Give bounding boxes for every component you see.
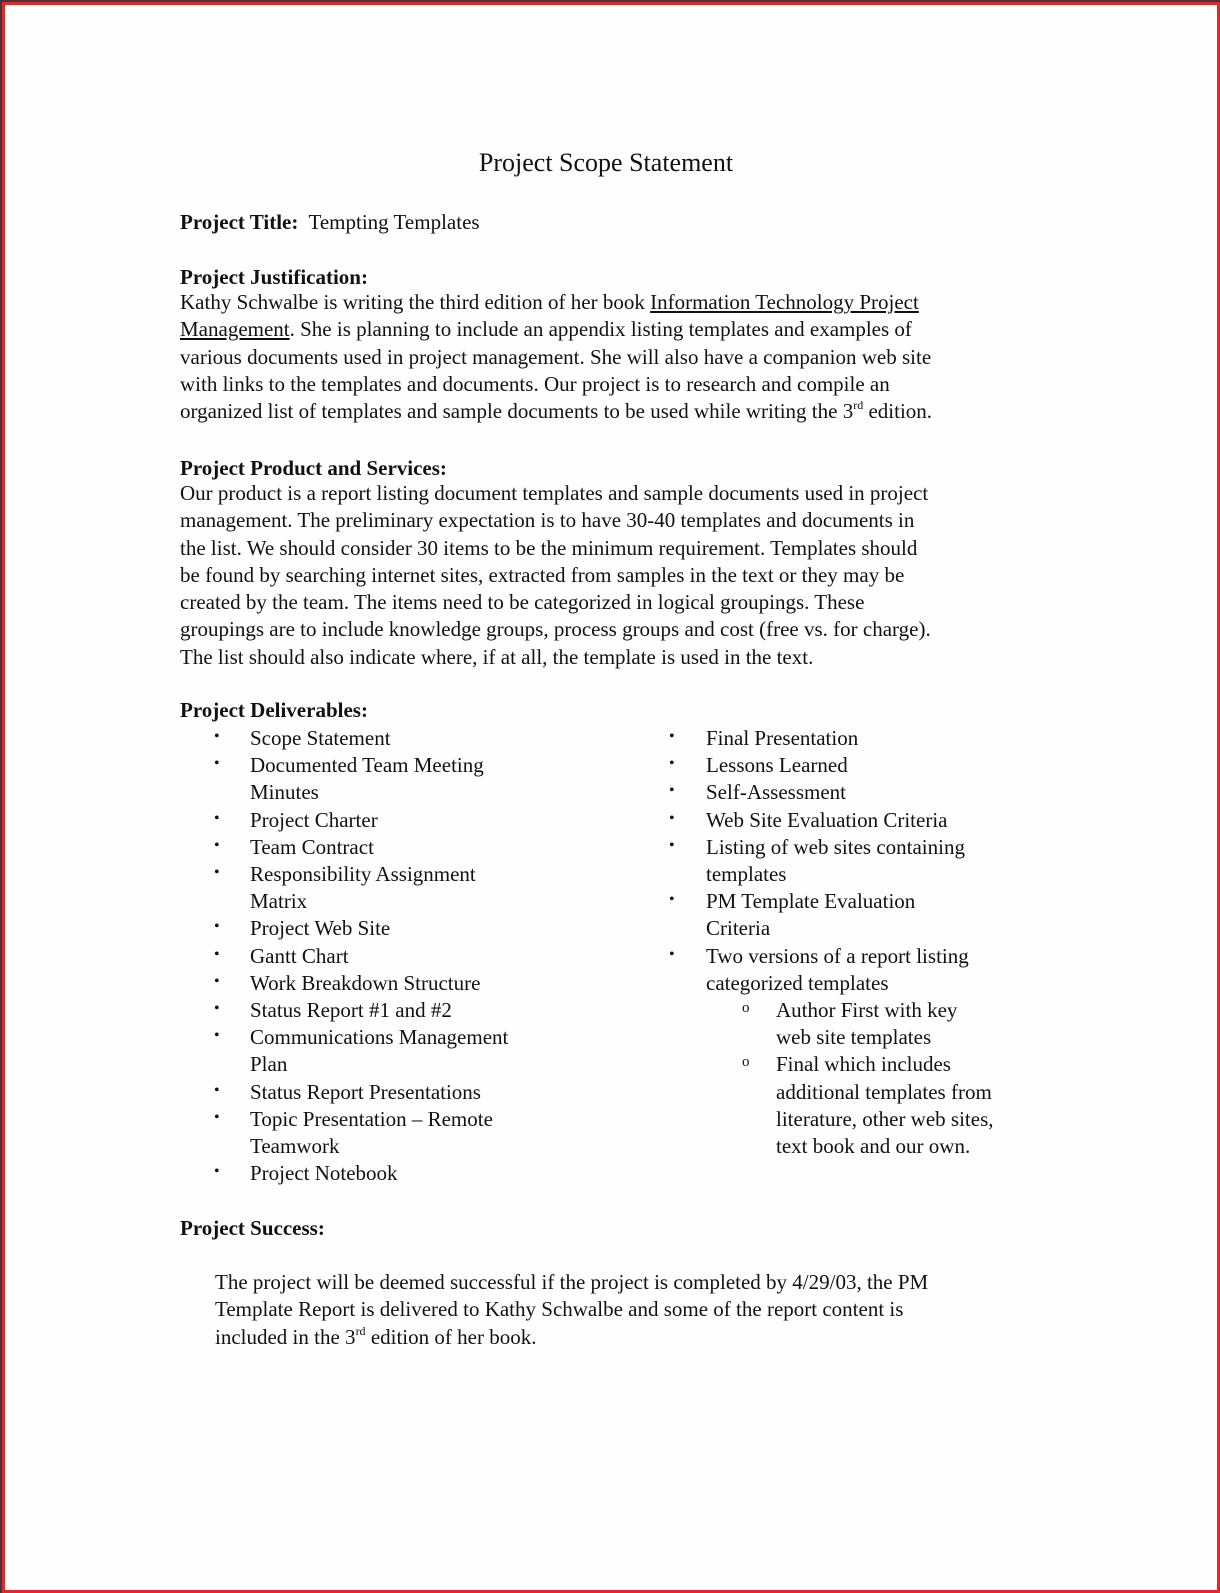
bullet-icon: •	[214, 836, 220, 854]
document-page	[2, 2, 1220, 1593]
bullet-icon: •	[669, 782, 675, 800]
justification-paragraph	[180, 289, 932, 425]
justification-text: organized list of templates and sample documents to be used while writing the 3	[180, 399, 854, 424]
bullet-icon: •	[669, 945, 675, 963]
justification-text: various documents used in project management. She will also have a companion web site	[180, 344, 932, 369]
success-line: edition of her book.	[365, 1324, 537, 1349]
success-line: The project will be deemed successful if the project is completed by 4/29/03, the PM	[215, 1270, 929, 1294]
deliverable-item: Project Charter	[250, 807, 378, 832]
bullet-icon: •	[214, 1108, 220, 1126]
product-paragraph	[180, 480, 931, 671]
deliverable-item: Self-Assessment	[706, 780, 846, 805]
bullet-icon: •	[669, 836, 675, 854]
deliverable-sub-item: Author First with key web site templates	[776, 998, 958, 1050]
deliverable-item: Project Web Site	[250, 916, 391, 941]
deliverable-item: Topic Presentation – Remote Teamwork	[250, 1106, 493, 1158]
justification-text: with links to the templates and documents. Our project is to research and compile an	[180, 371, 890, 396]
justification-text: edition.	[863, 399, 933, 424]
product-line: created by the team. The items need to be categorized in logical groupings. These	[180, 590, 865, 615]
deliverable-item: Project Notebook	[250, 1161, 398, 1186]
bullet-icon: •	[214, 809, 220, 827]
product-heading: Project Product and Services:	[180, 456, 447, 480]
bullet-icon: •	[669, 755, 675, 773]
deliverable-item: Lessons Learned	[706, 753, 848, 778]
deliverable-item: Communications Management Plan	[250, 1025, 509, 1077]
deliverable-item: Status Report #1 and #2	[250, 998, 452, 1022]
success-line: Template Report is delivered to Kathy Schwalbe and some of the report content is	[215, 1297, 904, 1322]
bullet-icon: •	[214, 972, 220, 990]
deliverable-item: Gantt Chart	[250, 943, 349, 968]
bullet-icon: •	[214, 945, 220, 963]
superscript: rd	[355, 1323, 366, 1338]
bullet-icon: •	[214, 1081, 220, 1099]
bullet-icon: •	[214, 864, 220, 881]
project-title-label: Project Title:	[180, 210, 299, 234]
bullet-icon: •	[214, 1000, 220, 1017]
deliverable-item: Two versions of a report listing categorized templates	[706, 943, 969, 995]
deliverable-item: Final Presentation	[706, 726, 859, 750]
sub-bullet-icon: o	[742, 1054, 750, 1071]
deliverable-item: Work Breakdown Structure	[250, 970, 481, 995]
project-title-value: Tempting Templates	[308, 210, 480, 234]
justification-text: . She is planning to include an appendix listing templates and examples of	[289, 317, 912, 342]
bullet-icon: •	[214, 728, 220, 745]
deliverable-item: PM Template Evaluation Criteria	[706, 889, 916, 941]
success-heading: Project Success:	[180, 1216, 325, 1240]
deliverable-item: Responsibility Assignment Matrix	[250, 862, 476, 914]
success-paragraph	[215, 1269, 928, 1351]
deliverable-item: Team Contract	[250, 834, 374, 859]
book-title: Information Technology Project	[650, 290, 919, 314]
product-line: be found by searching internet sites, extracted from samples in the text or they may be	[180, 562, 905, 587]
justification-text: Kathy Schwalbe is writing the third edition of her book	[180, 290, 651, 314]
product-line: management. The preliminary expectation is to have 30-40 templates and documents in	[180, 508, 915, 533]
bullet-icon: •	[214, 1163, 220, 1181]
deliverable-item: Status Report Presentations	[250, 1079, 481, 1104]
project-title-row	[180, 209, 480, 236]
deliverable-sub-item: Final which includes additional templates from literature, other web sites, text book and our own.	[776, 1052, 994, 1158]
bullet-icon: •	[669, 728, 675, 745]
product-line: The list should also indicate where, if at all, the template is used in the text.	[180, 644, 814, 669]
product-line: Our product is a report listing document templates and sample documents used in project	[180, 481, 929, 505]
bullet-icon: •	[214, 918, 220, 936]
justification-heading: Project Justification:	[180, 265, 368, 289]
deliverables-heading: Project Deliverables:	[180, 698, 368, 722]
document-title: Project Scope Statement	[478, 148, 734, 177]
bullet-icon: •	[214, 1027, 220, 1045]
product-line: groupings are to include knowledge groups, process groups and cost (free vs. for charge).	[180, 617, 931, 642]
bullet-icon: •	[669, 891, 675, 909]
success-line: included in the 3	[215, 1324, 356, 1349]
book-title-cont: Management	[180, 317, 290, 342]
bullet-icon: •	[214, 755, 220, 773]
sub-bullet-icon: o	[742, 1000, 750, 1016]
deliverable-item: Listing of web sites containing templates	[706, 834, 965, 886]
bullet-icon: •	[669, 809, 675, 827]
product-line: the list. We should consider 30 items to be the minimum requirement. Templates should	[180, 535, 918, 560]
superscript: rd	[853, 398, 864, 413]
deliverable-item: Scope Statement	[250, 726, 391, 750]
deliverable-item: Web Site Evaluation Criteria	[706, 807, 948, 832]
deliverable-item: Documented Team Meeting Minutes	[250, 753, 484, 805]
